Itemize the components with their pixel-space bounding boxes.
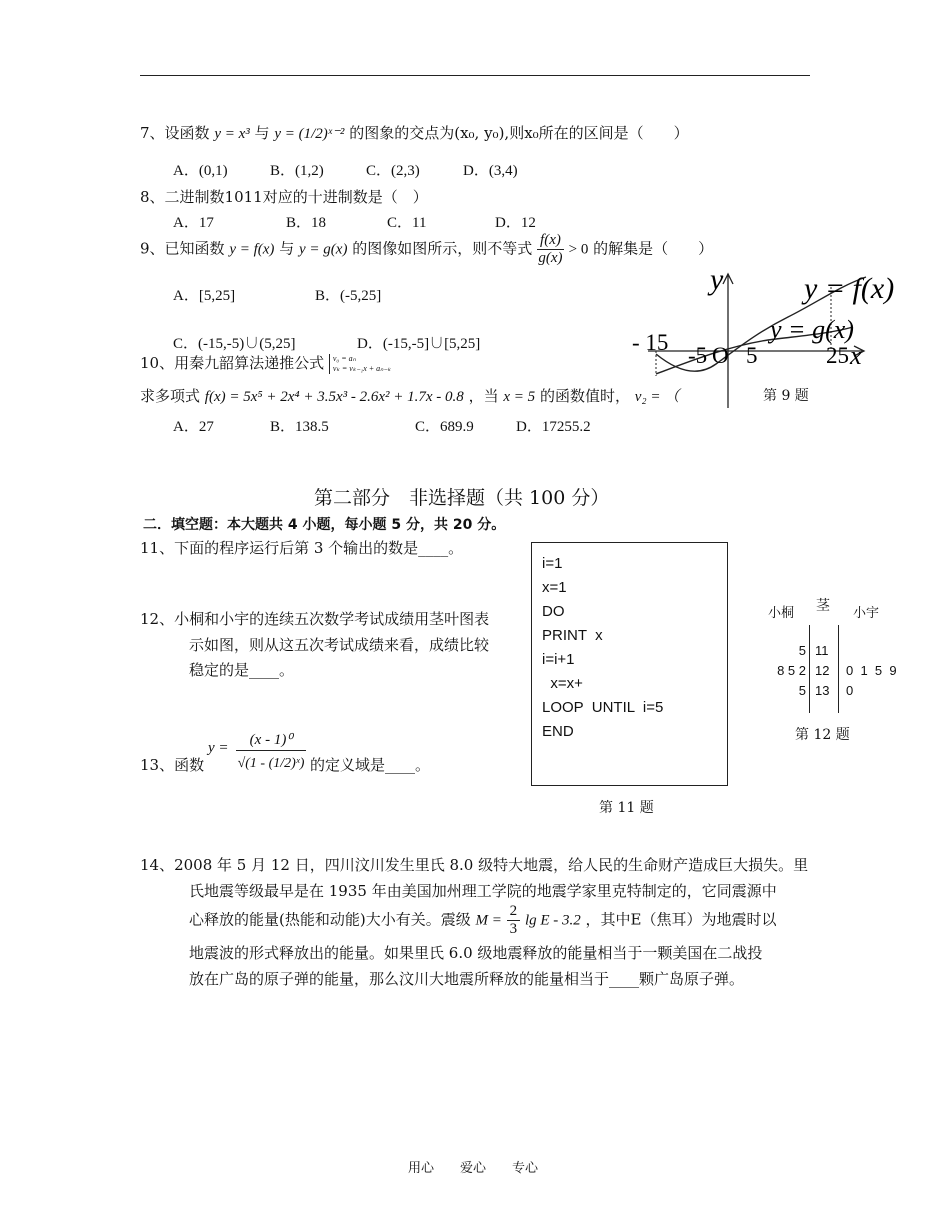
code-line-6: x=x+ [542,675,583,692]
q12-line3: 稳定的是____。 [189,661,295,679]
stem-row3: 13 [815,683,830,698]
q14-frac-num: 2 [507,903,521,921]
q9-fraction [537,232,564,267]
left-header: 小桐 [768,605,795,620]
q13-y: y = [208,740,229,756]
q9-mid: 与 [279,239,295,258]
q7-prefix: 7、设函数 [140,124,210,142]
leaf-left-row1: 5 [798,643,806,658]
right-header: 小宇 [853,605,880,620]
q14-frac-den: 3 [509,921,518,937]
q13-suffix: 的定义域是____。 [310,756,431,774]
q10-option-c: C．689.9 [415,419,474,435]
q9-function-f: y = f(x) [229,241,275,258]
leaf-left-row3: 5 [798,683,806,698]
q9-option-c: C．(-15,-5)∪(5,25] [173,336,296,352]
q7-option-a: A．(0,1) [173,163,228,179]
tick-25: 25 [826,343,849,368]
q7-suffix: 的图象的交点为(x₀, y₀),则x₀所在的区间是（ ） [349,124,689,142]
q9-suffix: 的解集是（ ） [593,239,714,258]
q10-polynomial: f(x) = 5x⁵ + 2x⁴ + 3.5x³ - 2.6x² + 1.7x - 0.8 [204,389,464,405]
q10-recurrence-2: vₖ = vₖ₋₁x + aₙ₋ₖ [332,364,391,373]
g-curve-label: y = g(x) [770,315,854,344]
code-line-4: PRINT x [542,627,603,644]
q13-denominator: √(1 - (1/2)ˣ) [237,756,305,771]
q9-inequality: > 0 [568,241,589,258]
q8-stem: 8、二进制数1011对应的十进制数是（ ） [140,188,428,206]
tick-minus15: - 15 [632,330,669,355]
tick-minus5: -5 [688,343,708,368]
q10-prefix: 10、用秦九韶算法递推公式 [140,354,325,372]
code-line-3: DO [542,603,565,620]
q13-prefix: 13、函数 [140,756,205,774]
stem-header: 茎 [816,597,830,613]
section-heading: 二．填空题：本大题共 4 小题，每小题 5 分，共 20 分。 [143,517,506,533]
q12-line2: 示如图，则从这五次考试成绩来看，成绩比较 [189,636,490,654]
q14-formula-m: M = [475,912,502,929]
q9-prefix: 9、已知函数 [140,239,225,258]
stem-left-line [809,625,810,713]
code-line-7: LOOP UNTIL i=5 [542,699,664,716]
q10-recurrence [329,354,391,374]
q10-line2-suffix: 的函数值时， [539,387,630,405]
q10-recurrence-1: v₀ = aₙ [332,354,356,363]
q9-frac-num: f(x) [537,232,564,250]
tick-5: 5 [746,343,758,368]
q13-fraction [236,730,306,777]
q9-frac-den: g(x) [538,250,563,266]
q9-option-d: D．(-15,-5]∪[5,25] [357,336,481,352]
stem-row2: 12 [815,663,830,678]
code-line-5: i=i+1 [542,651,575,668]
q9-option-a: A．[5,25] [173,288,236,304]
q10-x-value: x = 5 [503,389,536,405]
q11-stem: 11、下面的程序运行后第 3 个输出的数是____。 [140,539,464,557]
q9-mid2: 的图像如图所示，则不等式 [352,239,533,258]
q7-option-d: D．(3,4) [463,163,518,179]
page-footer: 用心 爱心 专心 [408,1161,539,1176]
q10-option-d: D．17255.2 [516,419,591,435]
part2-title: 第二部分 非选择题（共 100 分） [314,487,610,509]
q9-function-g: y = g(x) [299,241,348,258]
q7-function-2: y = (1/2)ˣ⁻² [274,126,345,142]
q14-formula-rest: lg E - 3.2 [524,912,581,929]
q8-option-c: C．11 [387,215,427,231]
q7-function-1: y = x³ [214,126,250,142]
stem-row1: 11 [815,643,829,658]
q8-option-a: A．17 [173,215,214,231]
q9-graph-caption: 第 9 题 [763,388,809,404]
q10-v2: v₂ = （ [634,389,680,405]
q13-numerator: (x - 1)⁰ [236,730,306,751]
q14-line3-suffix: ，其中E（焦耳）为地震时以 [585,910,777,929]
q12-caption: 第 12 题 [795,727,850,743]
q10-line2-prefix: 求多项式 [140,387,201,405]
q7-option-b: B．(1,2) [270,163,324,179]
q10-line2 [140,385,679,406]
q10-line1 [140,352,391,374]
q8-option-d: D．12 [495,215,536,231]
code-line-1: i=1 [542,555,563,572]
q8-option-b: B．18 [286,215,327,231]
y-axis-label: y [710,263,724,296]
q9-option-b: B．(-5,25] [315,288,382,304]
q14-line3 [189,903,777,938]
leaf-right-row2: 0 1 5 9 [846,663,897,678]
q10-option-a: A．27 [173,419,214,435]
leaf-right-row3: 0 [846,683,854,698]
q14-line3-prefix: 心释放的能量(热能和动能)大小有关。震级 [189,910,471,929]
code-line-2: x=1 [542,579,567,596]
f-curve-label: y = f(x) [804,272,895,305]
q14-line1: 14、2008 年 5 月 12 日，四川汶川发生里氏 8.0 级特大地震，给人民的生命财产造成巨大损失。里 [140,856,809,874]
q14-line4: 地震波的形式释放出的能量。如果里氏 6.0 级地震释放的能量相当于一颗美国在二战投 [189,944,763,962]
code-line-8: END [542,723,574,740]
q12-line1: 12、小桐和小宇的连续五次数学考试成绩用茎叶图表 [140,610,490,628]
stem-right-line [838,625,839,713]
q7-option-c: C．(2,3) [366,163,420,179]
q7-mid: 与 [254,124,270,142]
q10-line2-mid: ，当 [468,387,499,405]
tick-origin: O [712,343,729,368]
leaf-left-row2: 8 5 2 [777,663,806,678]
q14-line2: 氏地震等级最早是在 1935 年由美国加州理工学院的地震学家里克特制定的，它同震源中 [189,882,777,900]
q7-stem [140,122,689,143]
header-rule [140,75,810,76]
q10-option-b: B．138.5 [270,419,329,435]
q14-formula-fraction [507,903,521,938]
x-axis-label: x [850,341,862,370]
q14-line5: 放在广岛的原子弹的能量，那么汶川大地震所释放的能量相当于____颗广岛原子弹。 [189,970,745,988]
q11-caption: 第 11 题 [599,800,654,816]
